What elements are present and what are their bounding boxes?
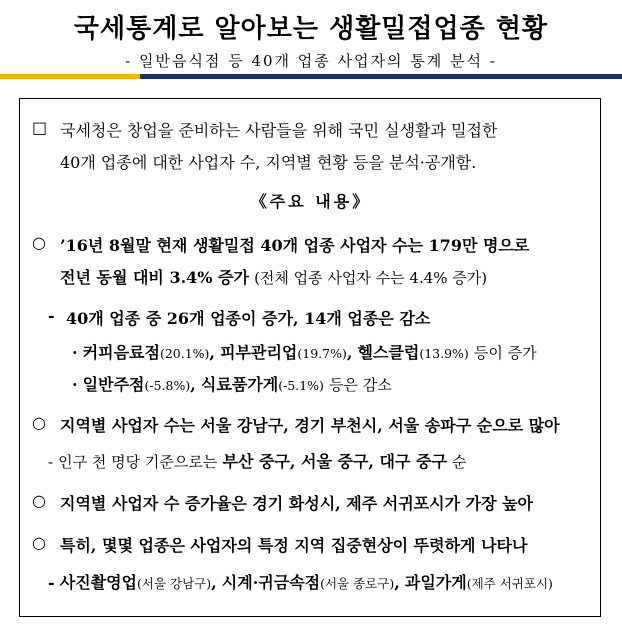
decline-item-2: 식료품가게 [200, 375, 279, 394]
sub3-dash: - [48, 573, 55, 592]
sub2-prefix: 인구 천 명당 기준으로는 [58, 453, 218, 471]
sub2-row [48, 449, 467, 472]
dot-bullet: · [72, 343, 78, 362]
accent-bar-yellow [0, 74, 140, 79]
concentration-item-3: 과일가게 [404, 573, 467, 592]
concentration-item-1: 사진촬영업 [59, 573, 138, 592]
item2-bullet: ○ [32, 413, 46, 432]
separator: , [346, 343, 353, 362]
growth-pct-3: (13.9%) [419, 346, 469, 361]
growth-item-2: 피부관리업 [220, 343, 298, 362]
item3-bullet: ○ [32, 491, 46, 510]
separator: , [211, 573, 217, 592]
decline-pct-2: (-5.1%) [278, 378, 324, 393]
sub2-suffix: 순 [452, 453, 467, 471]
growth-item-1: 커피음료점 [82, 343, 160, 362]
content-box [19, 98, 601, 617]
intro-line-2: 40개 업종에 대한 사업자 수, 지역별 현황 등을 분석·공개함. [60, 153, 477, 172]
concentration-loc-2: (서울 종로구) [320, 576, 395, 591]
sub1-text: 40개 업종 중 26개 업종이 증가, 14개 업종은 감소 [66, 309, 431, 328]
item2-text: 지역별 사업자 수는 서울 강남구, 경기 부천시, 서울 송파구 순으로 많아 [60, 416, 560, 435]
concentration-loc-1: (서울 강남구) [137, 576, 212, 591]
item4-text: 특히, 몇몇 업종은 사업자의 특정 지역 집중현상이 뚜렷하게 나타나 [60, 536, 528, 555]
item1-line-1: ’16년 8월말 현재 생활밀접 40개 업종 사업자 수는 179만 명으로 [60, 236, 530, 255]
sub1-growth-row [72, 340, 537, 363]
section-title: 《주요 내용》 [250, 192, 372, 211]
separator: , [394, 573, 400, 592]
accent-bar-navy [140, 74, 622, 79]
intro-bullet: □ [32, 118, 48, 137]
sub2-regions: 부산 중구, 서울 중구, 대구 중구 [222, 452, 447, 471]
item1-bullet: ○ [32, 233, 46, 252]
sub1-decline-row [72, 372, 392, 395]
separator: , [209, 343, 215, 362]
growth-tail: 등이 증가 [473, 344, 537, 362]
growth-pct-1: (20.1%) [159, 346, 210, 361]
item1-line-2 [60, 265, 487, 288]
growth-pct-2: (19.7%) [297, 346, 347, 361]
sub2-dash: - [48, 453, 54, 471]
item4-bullet: ○ [32, 533, 46, 552]
sub1-dash: - [48, 306, 55, 325]
concentration-loc-3: (제주 서귀포시) [466, 576, 553, 591]
intro-line-1: 국세청은 창업을 준비하는 사람들을 위해 국민 실생활과 밀접한 [60, 121, 498, 140]
decline-tail: 등은 감소 [329, 376, 392, 394]
growth-item-3: 헬스클럽 [357, 343, 420, 362]
concentration-item-2: 시계·귀금속점 [221, 573, 321, 592]
sub3-row [48, 570, 553, 593]
item1-note: (전체 업종 사업자 수는 4.4% 증가) [254, 269, 488, 287]
item3-text: 지역별 사업자 수 증가율은 경기 화성시, 제주 서귀포시가 가장 높아 [60, 494, 534, 513]
dot-bullet: · [72, 375, 78, 394]
item1-highlight: 전년 동월 대비 3.4% 증가 [60, 268, 249, 287]
separator: , [190, 375, 196, 394]
decline-pct-1: (-5.8%) [144, 378, 191, 393]
page-title: 국세통계로 알아보는 생활밀접업종 현황 [73, 14, 549, 44]
decline-item-1: 일반주점 [82, 375, 145, 394]
page-subtitle: - 일반음식점 등 40개 업종 사업자의 통계 분석 - [125, 52, 497, 70]
